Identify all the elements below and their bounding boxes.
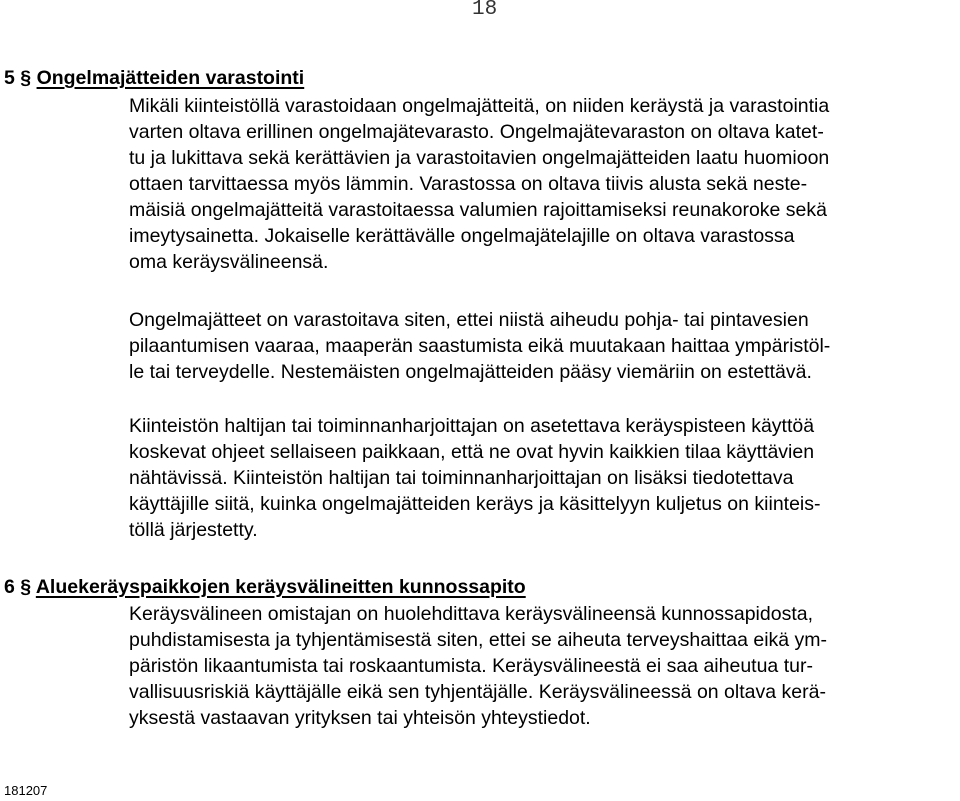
text-line: tu ja lukittava sekä kerättävien ja varastoitavien ongelmajätteiden laatu huomioon: [129, 147, 830, 169]
text-line: puhdistamisesta ja tyhjentämisestä siten, ettei se aiheuta terveyshaittaa eikä ym-: [129, 629, 828, 651]
text-line: Keräysvälineen omistajan on huolehdittava keräysvälineensä kunnossapidosta,: [129, 603, 814, 625]
text-line: Mikäli kiinteistöllä varastoidaan ongelmajätteitä, on niiden keräystä ja varastointia: [129, 95, 830, 117]
text-line: varten oltava erillinen ongelmajätevarasto. Ongelmajätevaraston on oltava katet-: [129, 121, 824, 143]
section-number: 6: [4, 576, 15, 598]
section-title: Ongelmajätteiden varastointi: [36, 67, 305, 89]
text-line: imeytysainetta. Jokaiselle kerättävälle ongelmajätelajille on oltava varastossa: [129, 225, 795, 247]
text-line: nähtävissä. Kiinteistön haltijan tai toiminnanharjoittajan on lisäksi tiedotettava: [129, 467, 794, 489]
section-5-paragraph-2: [129, 307, 830, 385]
text-line: koskevat ohjeet sellaiseen paikkaan, että ne ovat hyvin kaikkien tilaa käyttävien: [129, 441, 815, 463]
section-5-heading: [4, 65, 304, 91]
text-line: päristön likaantumista tai roskaantumista. Keräysvälineestä ei saa aiheutua tur-: [129, 655, 813, 677]
text-line: pilaantumisen vaaraa, maaperän saastumista eikä muutakaan haittaa ympäristöl-: [129, 335, 831, 357]
text-line: Ongelmajätteet on varastoitava siten, ettei niistä aiheudu pohja- tai pintavesien: [129, 309, 809, 331]
text-line: ottaen tarvittaessa myös lämmin. Varastossa on oltava tiivis alusta sekä neste-: [129, 173, 808, 195]
section-number: 5: [4, 67, 15, 89]
text-line: töllä järjestetty.: [129, 519, 258, 541]
footer-code: 181207: [4, 783, 48, 798]
section-symbol: §: [20, 67, 32, 89]
text-line: yksestä vastaavan yrityksen tai yhteisön yhteystiedot.: [129, 707, 591, 729]
text-line: käyttäjille siitä, kuinka ongelmajätteiden keräys ja käsittelyyn kuljetus on kiinteis-: [129, 493, 821, 515]
text-line: mäisiä ongelmajätteitä varastoitaessa valumien rajoittamiseksi reunakoroke sekä: [129, 199, 828, 221]
text-line: le tai terveydelle. Nestemäisten ongelmajätteiden pääsy viemäriin on estettävä.: [129, 361, 812, 383]
text-line: Kiinteistön haltijan tai toiminnanharjoittajan on asetettava keräyspisteen käyttöä: [129, 415, 815, 437]
page-number: 18: [472, 0, 498, 21]
section-symbol: §: [20, 576, 32, 598]
section-6-paragraph-1: [129, 601, 827, 731]
section-6-heading: [4, 574, 526, 600]
section-5-paragraph-1: [129, 93, 829, 275]
section-5-paragraph-3: [129, 413, 821, 543]
text-line: vallisuusriskiä käyttäjälle eikä sen tyhjentäjälle. Keräysvälineessä on oltava kerä-: [129, 681, 826, 703]
section-title: Aluekeräyspaikkojen keräysvälineitten kunnossapito: [35, 576, 526, 598]
text-line: oma keräysvälineensä.: [129, 251, 329, 273]
